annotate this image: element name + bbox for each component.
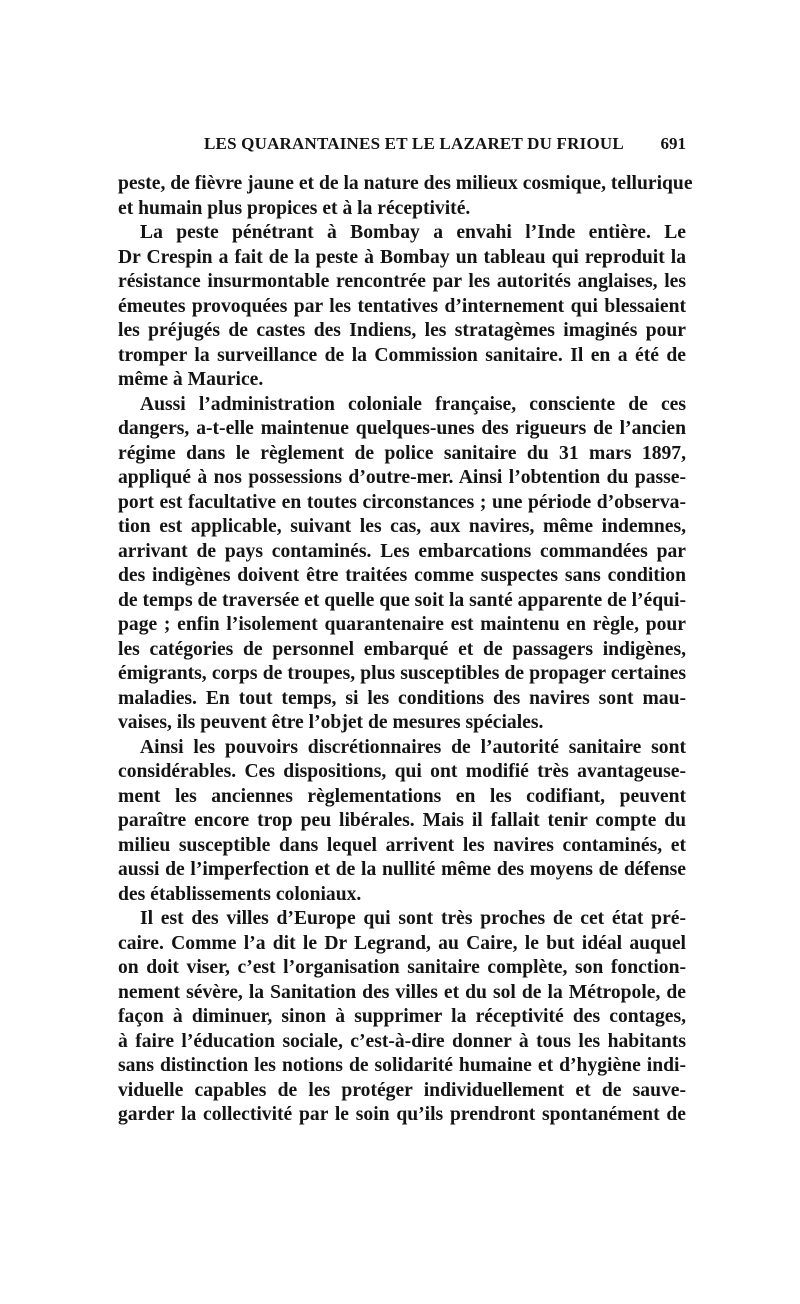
text-line: sans distinction les notions de solidarité humaine et d’hygiène indi- — [118, 1055, 686, 1076]
text-line: dangers, a-t-elle maintenue quelques-unes des rigueurs de l’ancien — [118, 418, 686, 439]
running-title: LES QUARANTAINES ET LE LAZARET DU FRIOUL — [204, 134, 624, 153]
text-line: appliqué à nos possessions d’outre-mer. Ainsi l’obtention du passe- — [118, 467, 686, 488]
text-line: ment les anciennes règlementations en les codifiant, peuvent — [118, 785, 686, 807]
body-text — [118, 172, 693, 1128]
text-line: aussi de l’imperfection et de la nullité même des moyens de défense — [118, 859, 686, 880]
text-line: paraître encore trop peu libérales. Mais il fallait tenir compte du — [118, 810, 686, 831]
text-line: nement sévère, la Sanitation des villes et du sol de la Métropole, de — [118, 981, 686, 1003]
book-page — [118, 134, 693, 1128]
text-line: régime dans le règlement de police sanitaire du 31 mars 1897, — [118, 442, 686, 464]
text-line: et humain plus propices et à la réceptivité. — [118, 197, 471, 219]
text-line: vaises, ils peuvent être l’objet de mesures spéciales. — [118, 712, 544, 733]
text-line: Ainsi les pouvoirs discrétionnaires de l’autorité sanitaire sont — [140, 736, 686, 758]
text-line: peste, de fièvre jaune et de la nature des milieux cosmique, tellurique — [118, 173, 693, 194]
text-line: tromper la surveillance de la Commission sanitaire. Il en a été de — [118, 344, 686, 366]
text-line: des indigènes doivent être traitées comme suspectes sans condition — [118, 565, 686, 586]
page-number: 691 — [660, 134, 686, 153]
text-line: viduelle capables de les protéger individuellement et de sauve- — [118, 1079, 686, 1101]
text-line: garder la collectivité par le soin qu’ils prendront spontanément de — [118, 1104, 686, 1125]
text-line: les catégories de personnel embarqué et de passagers indigènes, — [118, 638, 686, 660]
text-line: Il est des villes d’Europe qui sont très proches de cet état pré- — [140, 908, 686, 929]
text-line: à faire l’éducation sociale, c’est-à-dire donner à tous les habitants — [118, 1030, 686, 1052]
text-line: caire. Comme l’a dit le Dr Legrand, au Caire, le but idéal auquel — [118, 932, 686, 954]
text-line: Aussi l’administration coloniale française, consciente de ces — [140, 393, 686, 415]
text-line: émigrants, corps de troupes, plus susceptibles de propager certaines — [118, 663, 686, 684]
text-line: Dr Crespin a fait de la peste à Bombay un tableau qui reproduit la — [118, 246, 686, 268]
text-line: les préjugés de castes des Indiens, les stratagèmes imaginés pour — [118, 320, 686, 341]
text-line: de temps de traversée et quelle que soit la santé apparente de l’équi- — [118, 589, 686, 611]
text-line: résistance insurmontable rencontrée par les autorités anglaises, les — [118, 271, 686, 292]
text-line: façon à diminuer, sinon à supprimer la réceptivité des contages, — [118, 1006, 686, 1027]
text-line: port est facultative en toutes circonstances ; une période d’observa- — [118, 491, 686, 513]
text-line: on doit viser, c’est l’organisation sanitaire complète, son fonction- — [118, 957, 686, 978]
running-head — [118, 134, 686, 166]
text-line: même à Maurice. — [118, 369, 264, 390]
text-line: des établissements coloniaux. — [118, 883, 362, 905]
text-line: maladies. En tout temps, si les conditions des navires sont mau- — [118, 687, 686, 709]
text-line: page ; enfin l’isolement quarantenaire est maintenu en règle, pour — [118, 614, 686, 635]
text-line: milieu susceptible dans lequel arrivent les navires contaminés, et — [118, 834, 686, 856]
text-line: émeutes provoquées par les tentatives d’internement qui blessaient — [118, 295, 686, 317]
text-line: considérables. Ces dispositions, qui ont modifié très avantageuse- — [118, 761, 686, 782]
text-line: arrivant de pays contaminés. Les embarcations commandées par — [118, 540, 686, 562]
text-line: La peste pénétrant à Bombay a envahi l’Inde entière. Le — [140, 222, 686, 243]
text-line: tion est applicable, suivant les cas, aux navires, même indemnes, — [118, 516, 686, 537]
